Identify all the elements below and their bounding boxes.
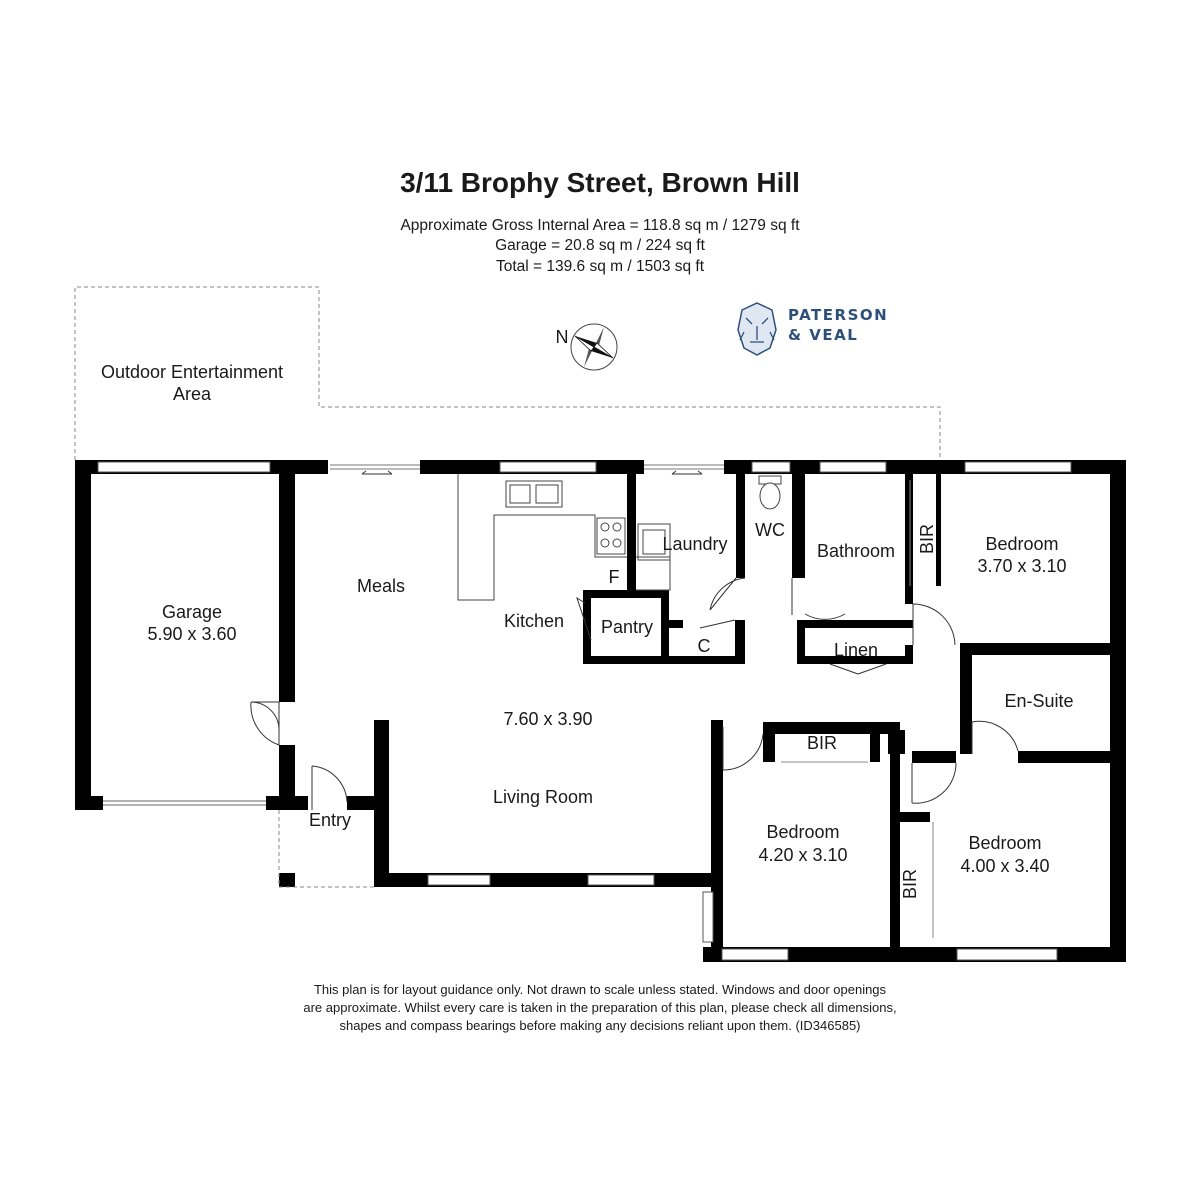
bir-bedroom3-label: BIR <box>900 868 920 900</box>
area-internal: Approximate Gross Internal Area = 118.8 sq m / 1279 sq ft <box>400 217 800 234</box>
bathroom-label: Bathroom <box>816 541 896 561</box>
garage-label: Garage <box>161 602 223 622</box>
outdoor-area-label-line1: Outdoor Entertainment <box>100 362 284 382</box>
bedroom3-dims: 4.00 x 3.40 <box>960 856 1050 876</box>
brand-name-line2: & VEAL <box>788 326 859 344</box>
living-room-label: Living Room <box>492 787 594 807</box>
laundry-bench <box>636 557 670 590</box>
pantry-label: Pantry <box>600 617 654 637</box>
ensuite-label: En-Suite <box>1004 691 1074 711</box>
wc-label: WC <box>755 520 785 540</box>
cooktop-icon <box>597 518 625 554</box>
fridge-label: F <box>608 567 620 587</box>
compass-rose-icon <box>571 324 617 370</box>
toilet-icon <box>759 476 781 509</box>
area-total: Total = 139.6 sq m / 1503 sq ft <box>495 258 705 275</box>
kitchen-label: Kitchen <box>503 611 565 631</box>
bir-bedroom2-label: BIR <box>806 733 838 753</box>
garage-dims: 5.90 x 3.60 <box>147 624 237 644</box>
bedroom1-label: Bedroom <box>985 534 1059 554</box>
compass-north-label: N <box>555 327 569 347</box>
area-garage: Garage = 20.8 sq m / 224 sq ft <box>495 237 705 254</box>
living-dims: 7.60 x 3.90 <box>503 709 593 729</box>
cupboard-label: C <box>697 636 711 656</box>
bedroom2-dims: 4.20 x 3.10 <box>758 845 848 865</box>
laundry-label: Laundry <box>662 534 728 554</box>
bedroom1-dims: 3.70 x 3.10 <box>977 556 1067 576</box>
bedroom2-label: Bedroom <box>766 822 840 842</box>
linen-label: Linen <box>833 640 879 660</box>
plan-title: 3/11 Brophy Street, Brown Hill <box>400 167 800 198</box>
entry-label: Entry <box>308 810 352 830</box>
disclaimer-line3: shapes and compass bearings before making any decisions reliant upon them. (ID346585) <box>339 1018 861 1033</box>
sink-icon <box>506 481 562 507</box>
outdoor-area-label-line2: Area <box>172 384 212 404</box>
bir-bedroom1-label: BIR <box>917 523 937 555</box>
disclaimer-line2: are approximate. Whilst every care is taken in the preparation of this plan, please check all dimensions, <box>303 1000 897 1015</box>
lion-head-logo <box>738 303 776 355</box>
bedroom3-label: Bedroom <box>968 833 1042 853</box>
meals-label: Meals <box>356 576 406 596</box>
brand-name-line1: PATERSON <box>788 306 889 324</box>
disclaimer-line1: This plan is for layout guidance only. Not drawn to scale unless stated. Windows and door openings <box>313 982 887 997</box>
